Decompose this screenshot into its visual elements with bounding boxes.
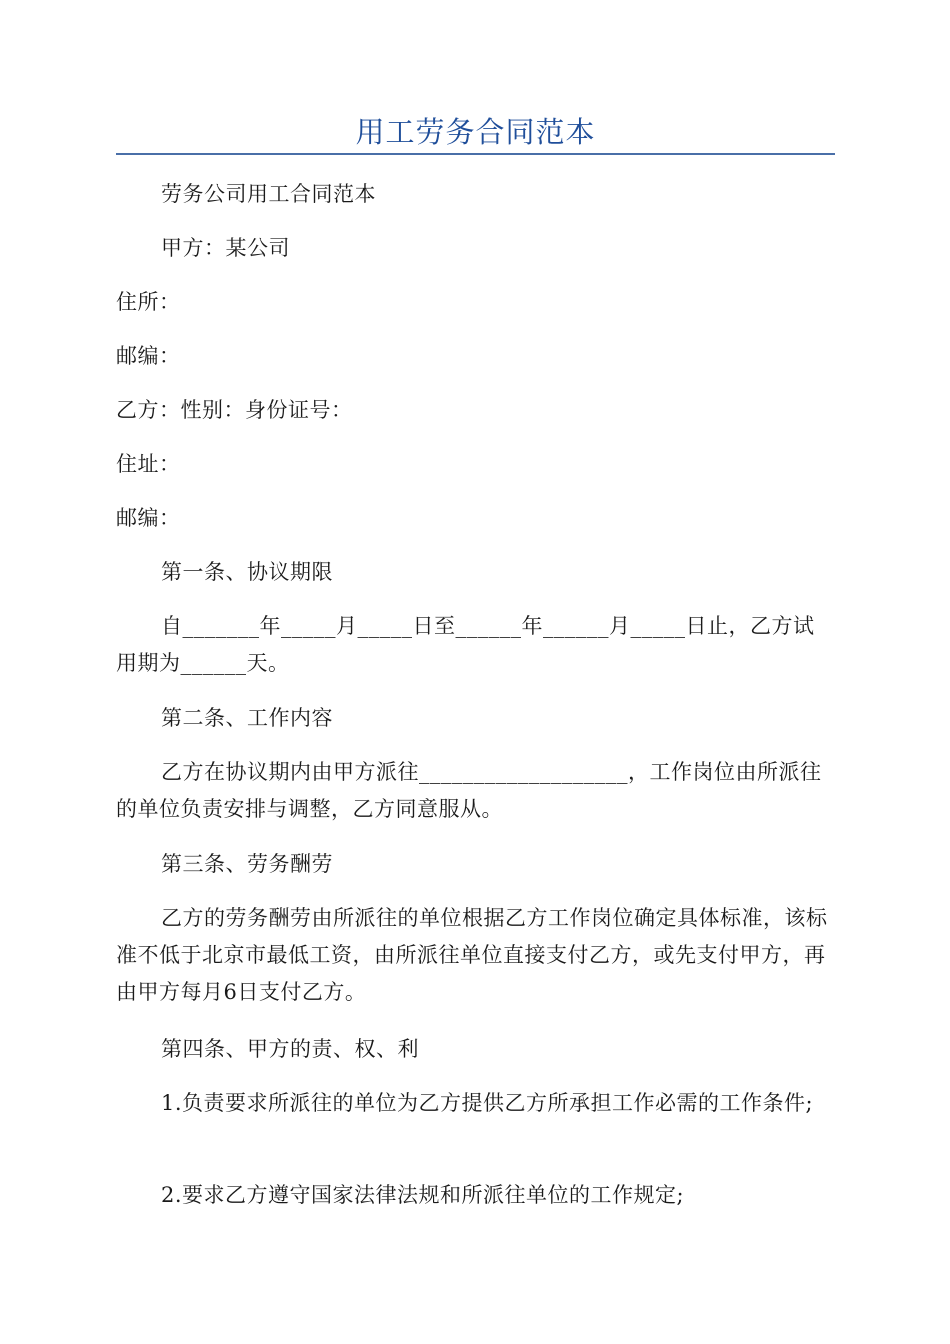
list-item-4-2: 2.要求乙方遵守国家法律法规和所派往单位的工作规定;: [161, 1183, 685, 1207]
heading-article-3: 第三条、劳务酬劳: [161, 852, 333, 876]
title-underline: [116, 153, 835, 155]
paragraph-article-2: 乙方在协议期内由甲方派往___________________，工作岗位由所派往的单位负责安排与调整，乙方同意服从。: [116, 760, 822, 821]
document-title: 用工劳务合同范本: [355, 115, 596, 149]
heading-article-1: 第一条、协议期限: [161, 560, 333, 584]
paragraph-party-a: 甲方：某公司: [161, 236, 290, 260]
heading-article-4: 第四条、甲方的责、权、利: [161, 1037, 419, 1061]
list-item-4-1: 1.负责要求所派往的单位为乙方提供乙方所承担工作必需的工作条件;: [161, 1091, 814, 1115]
paragraph-address-b: 住址：: [116, 452, 181, 476]
paragraph-party-b: 乙方：性别：身份证号：: [116, 398, 353, 422]
paragraph-postcode-a: 邮编：: [116, 344, 181, 368]
paragraph-article-3: 乙方的劳务酬劳由所派往的单位根据乙方工作岗位确定具体标准，该标准不低于北京市最低工资，由所派往单位直接支付乙方，或先支付甲方，再由甲方每月6日支付乙方。: [116, 906, 828, 1004]
paragraph-address-a: 住所：: [116, 290, 181, 314]
heading-article-2: 第二条、工作内容: [161, 706, 333, 730]
paragraph-postcode-b: 邮编：: [116, 506, 181, 530]
paragraph-subtitle: 劳务公司用工合同范本: [161, 182, 376, 206]
paragraph-article-1: 自_______年_____月_____日至______年______月_____日止，乙方试用期为______天。: [116, 614, 815, 675]
